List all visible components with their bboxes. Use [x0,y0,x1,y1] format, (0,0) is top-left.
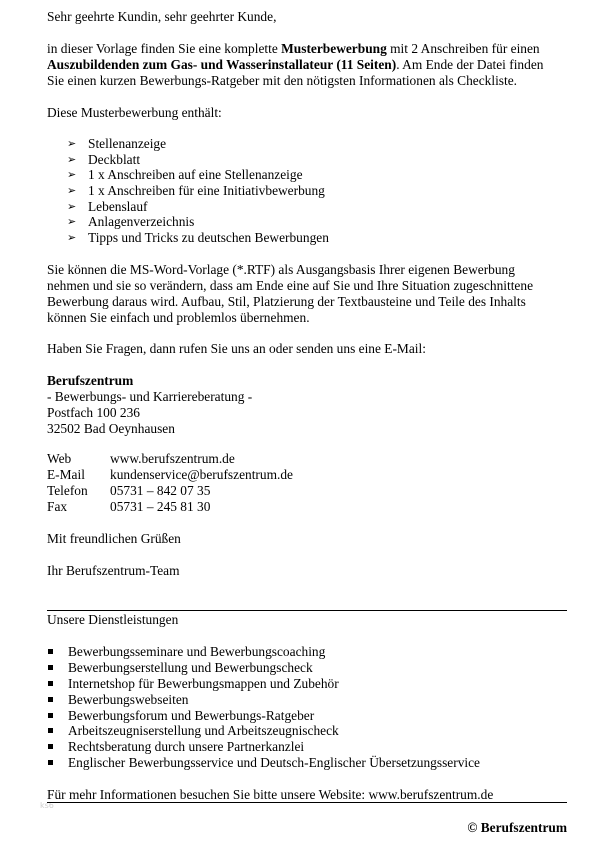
arrow-bullet-icon: ➢ [67,184,77,198]
table-row: E-Mail kundenservice@berufszentrum.de [47,467,293,482]
copyright: © Berufszentrum [467,820,567,835]
signature: Ihr Berufszentrum-Team [47,563,180,578]
square-bullet-icon [48,760,53,765]
arrow-bullet-icon: ➢ [67,168,77,182]
square-bullet-icon [48,697,53,702]
square-bullet-icon [48,681,53,686]
phone-value: 05731 – 842 07 35 [110,483,211,498]
web-link[interactable]: www.berufszentrum.de [110,451,235,466]
list-item: ➢ 1 x Anschreiben für eine Initiativbewerbung [67,183,325,199]
services-heading: Unsere Dienstleistungen [47,612,179,627]
square-bullet-icon [48,713,53,718]
intro-paragraph [47,41,567,89]
city: 32502 Bad Oeynhausen [47,421,175,436]
list-item: ➢ Lebenslauf [67,198,148,214]
address-block [47,373,252,437]
services-list [47,644,480,771]
square-bullet-icon [48,744,53,749]
list-item: Rechtsberatung durch unsere Partnerkanzlei [47,739,480,755]
watermark: ks6 [40,801,54,810]
contents-heading: Diese Musterbewerbung enthält: [47,105,222,120]
list-item: ➢ 1 x Anschreiben auf eine Stellenanzeige [67,167,303,183]
table-row: Fax 05731 – 245 81 30 [47,499,293,515]
list-item: Bewerbungsforum und Bewerbungs-Ratgeber [47,708,480,724]
intro-text-2: mit 2 Anschreiben für einen [386,41,540,56]
greeting: Sehr geehrte Kundin, sehr geehrter Kunde, [47,9,277,24]
company-subtitle: - Bewerbungs- und Karriereberatung - [47,389,253,404]
fax-value: 05731 – 245 81 30 [110,499,211,514]
postbox: Postfach 100 236 [47,405,140,420]
table-row: Telefon 05731 – 842 07 35 [47,483,293,499]
intro-text-1: in dieser Vorlage finden Sie eine komplette [47,41,282,56]
list-item: ➢ Tipps und Tricks zu deutschen Bewerbungen [67,230,329,246]
intro-bold-2: Auszubildenden zum Gas- und Wasserinstallateur (11 Seiten) [47,57,397,72]
contents-list [67,136,329,246]
intro-text-3: . Am Ende der Datei finden [396,57,544,72]
contact-table [47,451,293,515]
more-info-text: Für mehr Informationen besuchen Sie bitte unsere Website: www.berufszentrum.de [47,787,494,802]
list-item: Bewerbungsseminare und Bewerbungscoaching [47,644,480,660]
intro-bold-1: Musterbewerbung [281,41,387,56]
email-link[interactable]: kundenservice@berufszentrum.de [110,467,293,482]
arrow-bullet-icon: ➢ [67,215,77,229]
list-item: Internetshop für Bewerbungsmappen und Zubehör [47,676,480,692]
square-bullet-icon [48,728,53,733]
list-item: ➢ Anlagenverzeichnis [67,214,195,230]
closing: Mit freundlichen Grüßen [47,531,181,546]
intro-text-4: Sie einen kurzen Bewerbungs-Ratgeber mit den nötigsten Informationen als Checkliste. [47,73,518,88]
arrow-bullet-icon: ➢ [67,231,77,245]
arrow-bullet-icon: ➢ [67,137,77,150]
usage-paragraph: Sie können die MS-Word-Vorlage (*.RTF) als Ausgangsbasis Ihrer eigenen Bewerbung nehmen und sie so verändern, dass am Ende eine auf Sie und Ihre Situation zugeschnittene Bewerbung daraus wird. Aufbau, Stil, Platzierung der Textbausteine und Teile des Inhalts können Sie einfach und problemlos übernehmen. [47,262,534,325]
arrow-bullet-icon: ➢ [67,199,77,213]
list-item: Arbeitszeugniserstellung und Arbeitszeugnischeck [47,723,480,739]
square-bullet-icon [48,665,53,670]
divider-bottom [47,802,567,803]
list-item: ➢ Stellenanzeige [67,136,167,151]
table-row: Web www.berufszentrum.de [47,451,293,467]
arrow-bullet-icon: ➢ [67,152,77,166]
list-item: Bewerbungserstellung und Bewerbungscheck [47,660,480,676]
list-item: Englischer Bewerbungsservice und Deutsch-Englischer Übersetzungsservice [47,755,480,771]
square-bullet-icon [48,649,53,654]
divider-top [47,610,567,611]
questions-text: Haben Sie Fragen, dann rufen Sie uns an oder senden uns eine E-Mail: [47,341,426,356]
list-item: Bewerbungswebseiten [47,692,480,708]
company-name: Berufszentrum [47,373,134,388]
list-item: ➢ Deckblatt [67,151,141,167]
